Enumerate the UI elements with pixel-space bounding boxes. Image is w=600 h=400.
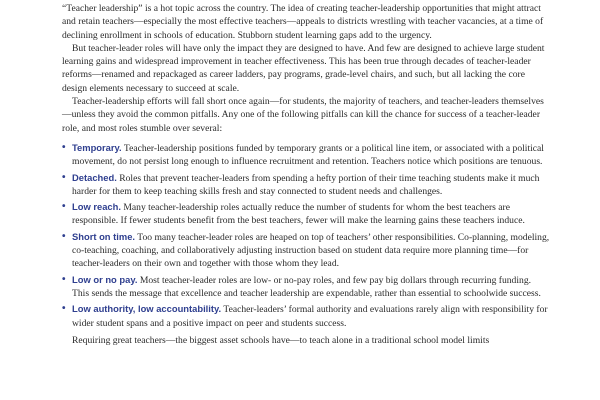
- pitfall-term: Low reach.: [72, 201, 121, 213]
- pitfall-low-authority: [62, 302, 550, 330]
- pitfall-low-pay: [62, 273, 550, 301]
- pitfall-low-reach: [62, 200, 550, 228]
- bullet-icon: •: [62, 201, 66, 213]
- pitfall-detached: [62, 171, 550, 199]
- pitfall-term: Temporary.: [72, 141, 122, 153]
- pitfall-text: Roles that prevent teacher-leaders from spending a hefty portion of their time teaching students make it much harder for them to keep teaching skills fresh and stay connected to student needs and challenges.: [72, 172, 540, 197]
- bullet-icon: •: [62, 273, 66, 285]
- pitfall-text: Most teacher-leader roles are low- or no-pay roles, and few pay big dollars through recurring funding. This sends the message that excellence and teacher leadership are expendable, rather than essential to schoolwide success.: [72, 274, 541, 299]
- bullet-icon: •: [62, 171, 66, 183]
- cutoff-paragraph: Requiring great teachers—the biggest asset schools have—to teach alone in a traditional school model limits: [72, 334, 490, 346]
- article-column: [62, 2, 550, 347]
- pitfall-term: Low authority, low accountability.: [72, 303, 222, 315]
- pitfall-text: Teacher-leadership positions funded by temporary grants or a political line item, or associated with a political movement, do not persist long enough to influence recruitment and retention. Teachers notice which positions are tenuous.: [72, 142, 544, 168]
- pitfall-text: Too many teacher-leader roles are heaped on top of teachers’ other responsibilities. Co-planning, modeling, co-teaching, coaching, and collaboratively adjusting instruction based on student data require more planning time—for teacher-leaders on their own and together with those whom they lead.: [72, 231, 550, 270]
- pitfall-term: Detached.: [72, 171, 117, 183]
- pitfall-text: Many teacher-leadership roles actually reduce the number of students for whom the best teachers are responsible. If fewer students benefit from the best teachers, fewer will make the learning gains these teachers induce.: [72, 202, 525, 227]
- pitfalls-list: [62, 141, 550, 330]
- bullet-icon: •: [62, 303, 66, 315]
- pitfall-short-on-time: [62, 230, 550, 271]
- pitfall-term: Short on time.: [72, 230, 136, 242]
- bullet-icon: •: [62, 230, 66, 242]
- pitfall-temporary: [62, 141, 550, 169]
- impact-paragraph: But teacher-leader roles will have only the impact they are designed to have. And few are designed to achieve large student learning gains and widespread improvement in teacher effectiveness. This has been true through decades of teacher-leader reforms—renamed and repackaged as career ladders, pay programs, grade-level chairs, and such, but all lacking the core design elements necessary to succeed at scale.: [62, 42, 545, 94]
- pitfall-term: Low or no pay.: [72, 273, 138, 285]
- bullet-icon: •: [62, 141, 66, 153]
- pitfall-text: Teacher-leaders’ formal authority and evaluations rarely align with responsibility for wider student spans and a positive impact on peer and students success.: [72, 304, 548, 329]
- pitfalls-lead-paragraph: Teacher-leadership efforts will fall short once again—for students, the majority of teachers, and teacher-leaders themselves—unless they avoid the common pitfalls. Any one of the following pitfalls can kill the chance for success of a teacher-leader role, and most roles stumble over several:: [62, 96, 544, 134]
- intro-paragraph: “Teacher leadership” is a hot topic across the country. The idea of creating teacher-leadership opportunities that might attract and retain teachers—especially the most effective teachers—appeals to districts wrestling with teacher vacancies, at a time of declining enrollment in schools of education. Stubborn student learning gaps add to the urgency.: [62, 3, 544, 41]
